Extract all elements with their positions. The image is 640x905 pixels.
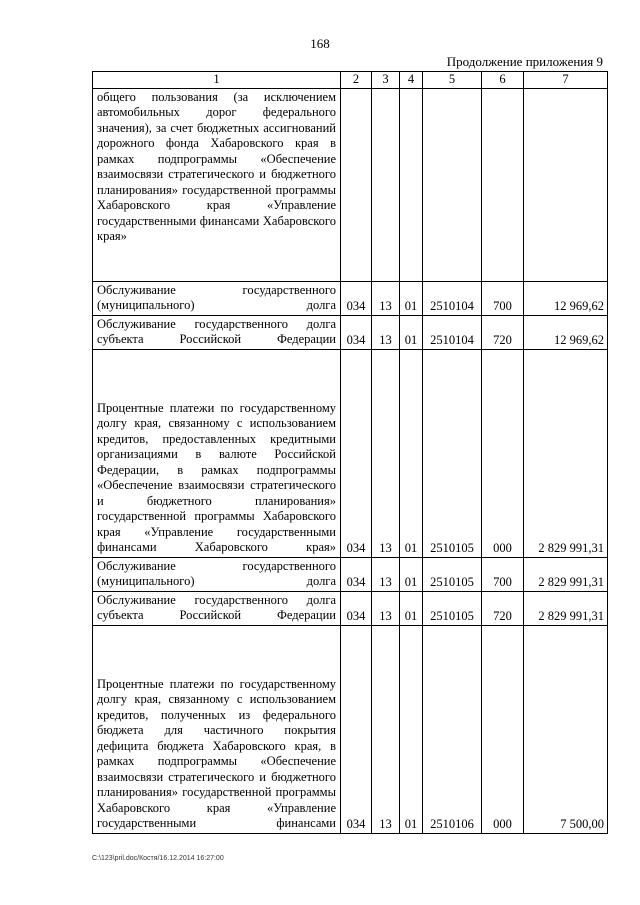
cell-subsection: 01 xyxy=(400,349,423,557)
cell-amount: 2 829 991,31 xyxy=(524,557,608,591)
cell-ministry-code: 034 xyxy=(341,281,372,315)
table-row xyxy=(93,349,608,557)
page-number: 168 xyxy=(310,36,330,51)
cell-section: 13 xyxy=(372,625,400,833)
cell-amount: 7 500,00 xyxy=(524,625,608,833)
cell-expense-type xyxy=(482,88,524,281)
cell-amount: 12 969,62 xyxy=(524,281,608,315)
row-description: Обслуживание государственного (муниципального) долга xyxy=(93,281,341,315)
cell-subsection: 01 xyxy=(400,281,423,315)
column-header: 5 xyxy=(423,72,482,89)
cell-section: 13 xyxy=(372,557,400,591)
table-row xyxy=(93,591,608,625)
row-description: Обслуживание государственного (муниципального) долга xyxy=(93,557,341,591)
cell-expense-type: 720 xyxy=(482,591,524,625)
column-header: 4 xyxy=(400,72,423,89)
table-row xyxy=(93,315,608,349)
cell-target-article: 2510104 xyxy=(423,281,482,315)
row-description: Процентные платежи по государственному долгу края, связанному с использованием кредитов, предоставленных кредитными организациями в валюте Российской Федерации, в рамках подпрограммы «Обеспечение взаимосвязи стратегического и бюджетного планирования» государственной программы Хабаровского края «Управление государственными финансами Хабаровского края» xyxy=(93,349,341,557)
row-description: Обслуживание государственного долга субъекта Российской Федерации xyxy=(93,591,341,625)
budget-table xyxy=(92,71,608,834)
cell-subsection: 01 xyxy=(400,557,423,591)
cell-ministry-code: 034 xyxy=(341,591,372,625)
cell-expense-type: 000 xyxy=(482,625,524,833)
cell-section: 13 xyxy=(372,315,400,349)
table-row xyxy=(93,625,608,833)
cell-subsection: 01 xyxy=(400,315,423,349)
cell-expense-type: 000 xyxy=(482,349,524,557)
column-header: 1 xyxy=(93,72,341,89)
table-header-row xyxy=(93,72,608,89)
cell-ministry-code: 034 xyxy=(341,625,372,833)
cell-subsection: 01 xyxy=(400,625,423,833)
cell-section xyxy=(372,88,400,281)
cell-section: 13 xyxy=(372,591,400,625)
cell-target-article: 2510105 xyxy=(423,349,482,557)
cell-subsection: 01 xyxy=(400,591,423,625)
cell-target-article xyxy=(423,88,482,281)
cell-expense-type: 720 xyxy=(482,315,524,349)
cell-target-article: 2510104 xyxy=(423,315,482,349)
cell-target-article: 2510105 xyxy=(423,591,482,625)
cell-ministry-code: 034 xyxy=(341,349,372,557)
row-description: Обслуживание государственного долга субъекта Российской Федерации xyxy=(93,315,341,349)
cell-amount: 2 829 991,31 xyxy=(524,349,608,557)
cell-ministry-code: 034 xyxy=(341,315,372,349)
column-header: 7 xyxy=(524,72,608,89)
cell-amount: 12 969,62 xyxy=(524,315,608,349)
row-description: общего пользования (за исключением автомобильных дорог федерального значения), за счет бюджетных ассигнований дорожного фонда Хабаровского края в рамках подпрограммы «Обеспечение взаимосвязи стратегического и бюджетного планирования» государственной программы Хабаровского края «Управление государственными финансами Хабаровского края» xyxy=(93,88,341,281)
file-path-footer: C:\123\pril.doc/Костя/16.12.2014 16:27:00 xyxy=(92,855,224,862)
table-row xyxy=(93,557,608,591)
row-description: Процентные платежи по государственному долгу края, связанному с использованием кредитов, полученных из федерального бюджета для частичного покрытия дефицита бюджета Хабаровского края, в рамках подпрограммы «Обеспечение взаимосвязи стратегического и бюджетного планирования» государственной программы Хабаровского края «Управление государственными финансами xyxy=(93,625,341,833)
appendix-continuation-note: Продолжение приложения 9 xyxy=(446,54,603,69)
cell-section: 13 xyxy=(372,349,400,557)
column-header: 2 xyxy=(341,72,372,89)
cell-target-article: 2510106 xyxy=(423,625,482,833)
cell-expense-type: 700 xyxy=(482,281,524,315)
column-header: 3 xyxy=(372,72,400,89)
cell-ministry-code: 034 xyxy=(341,557,372,591)
cell-subsection xyxy=(400,88,423,281)
cell-target-article: 2510105 xyxy=(423,557,482,591)
cell-ministry-code xyxy=(341,88,372,281)
cell-expense-type: 700 xyxy=(482,557,524,591)
table-row xyxy=(93,88,608,281)
cell-section: 13 xyxy=(372,281,400,315)
column-header: 6 xyxy=(482,72,524,89)
table-row xyxy=(93,281,608,315)
cell-amount xyxy=(524,88,608,281)
cell-amount: 2 829 991,31 xyxy=(524,591,608,625)
